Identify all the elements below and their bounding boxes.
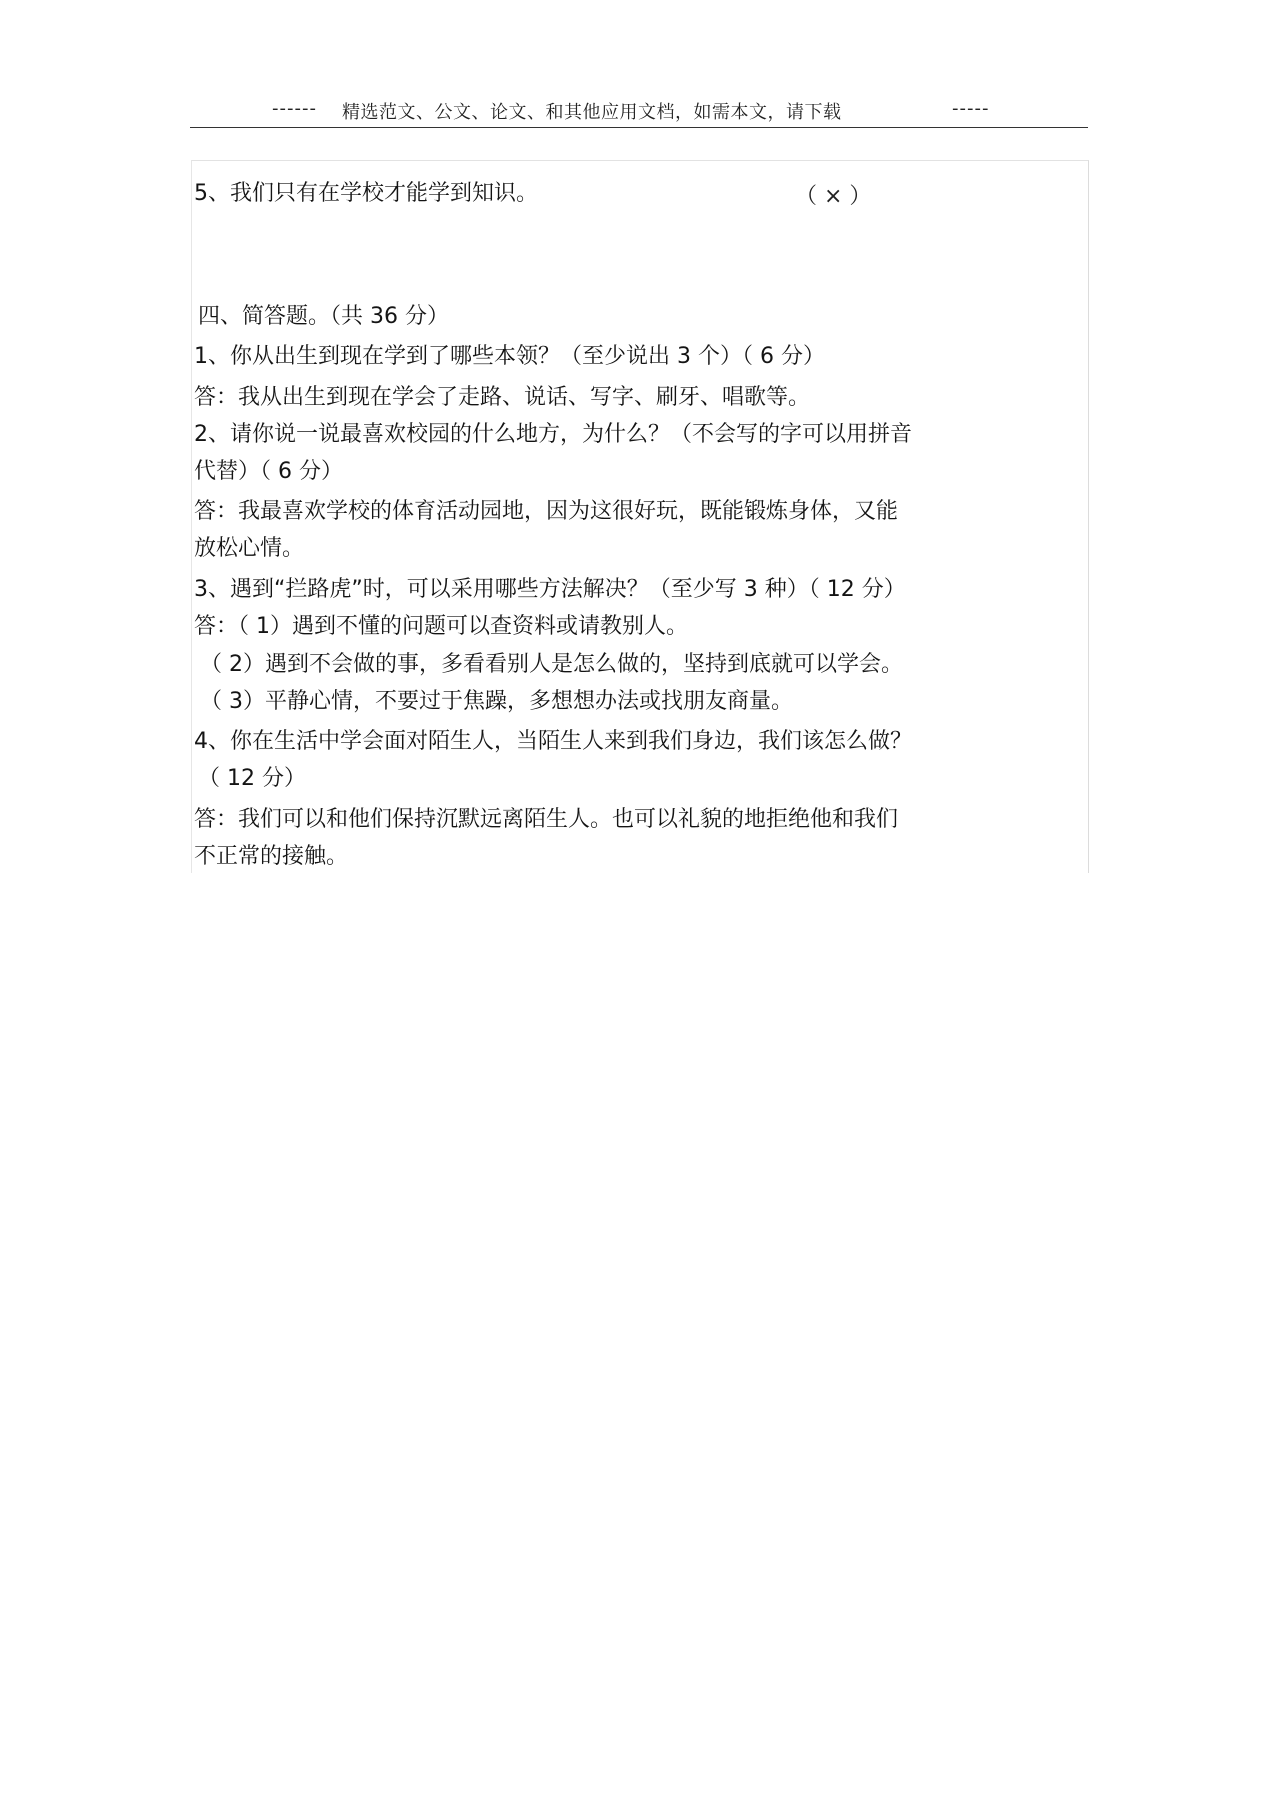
answer-2-line-2: 放松心情。 <box>194 536 305 561</box>
question-5-statement: 5、我们只有在学校才能学到知识。 <box>194 181 538 206</box>
header-title: 精选范文、公文、论文、和其他应用文档，如需本文，请下载 <box>342 102 842 123</box>
header-divider <box>190 127 1088 128</box>
answer-2-line-1: 答：我最喜欢学校的体育活动园地，因为这很好玩，既能锻炼身体，又能 <box>194 499 899 524</box>
answer-4-line-1: 答：我们可以和他们保持沉默远离陌生人。也可以礼貌的地拒绝他和我们 <box>194 807 899 832</box>
header-dashes-left: ------ <box>272 98 317 119</box>
section-title: 四、简答题。（共 36 分） <box>198 304 449 329</box>
answer-4-line-2: 不正常的接触。 <box>194 844 349 869</box>
question-5-answer-mark: （ × ） <box>795 184 872 209</box>
header-dashes-right: ----- <box>952 98 990 119</box>
answer-3-item-3: （ 3）平静心情，不要过于焦躁，多想想办法或找朋友商量。 <box>200 689 793 714</box>
question-4-line-1: 4、你在生活中学会面对陌生人，当陌生人来到我们身边，我们该怎么做？ <box>194 729 912 754</box>
question-1: 1、你从出生到现在学到了哪些本领？（至少说出 3 个）（ 6 分） <box>194 344 825 369</box>
answer-1: 答：我从出生到现在学会了走路、说话、写字、刷牙、唱歌等。 <box>194 385 811 410</box>
question-2-line-1: 2、请你说一说最喜欢校园的什么地方，为什么？（不会写的字可以用拼音 <box>194 422 912 447</box>
question-3: 3、遇到“拦路虎”时，可以采用哪些方法解决？（至少写 3 种）（ 12 分） <box>194 577 906 602</box>
question-4-line-2: （ 12 分） <box>198 766 306 791</box>
question-2-line-2: 代替）（ 6 分） <box>194 459 343 484</box>
answer-3-item-2: （ 2）遇到不会做的事，多看看别人是怎么做的，坚持到底就可以学会。 <box>200 652 903 677</box>
answer-3-item-1: 答：（ 1）遇到不懂的问题可以查资料或请教别人。 <box>194 614 688 639</box>
page-header <box>190 98 1090 128</box>
